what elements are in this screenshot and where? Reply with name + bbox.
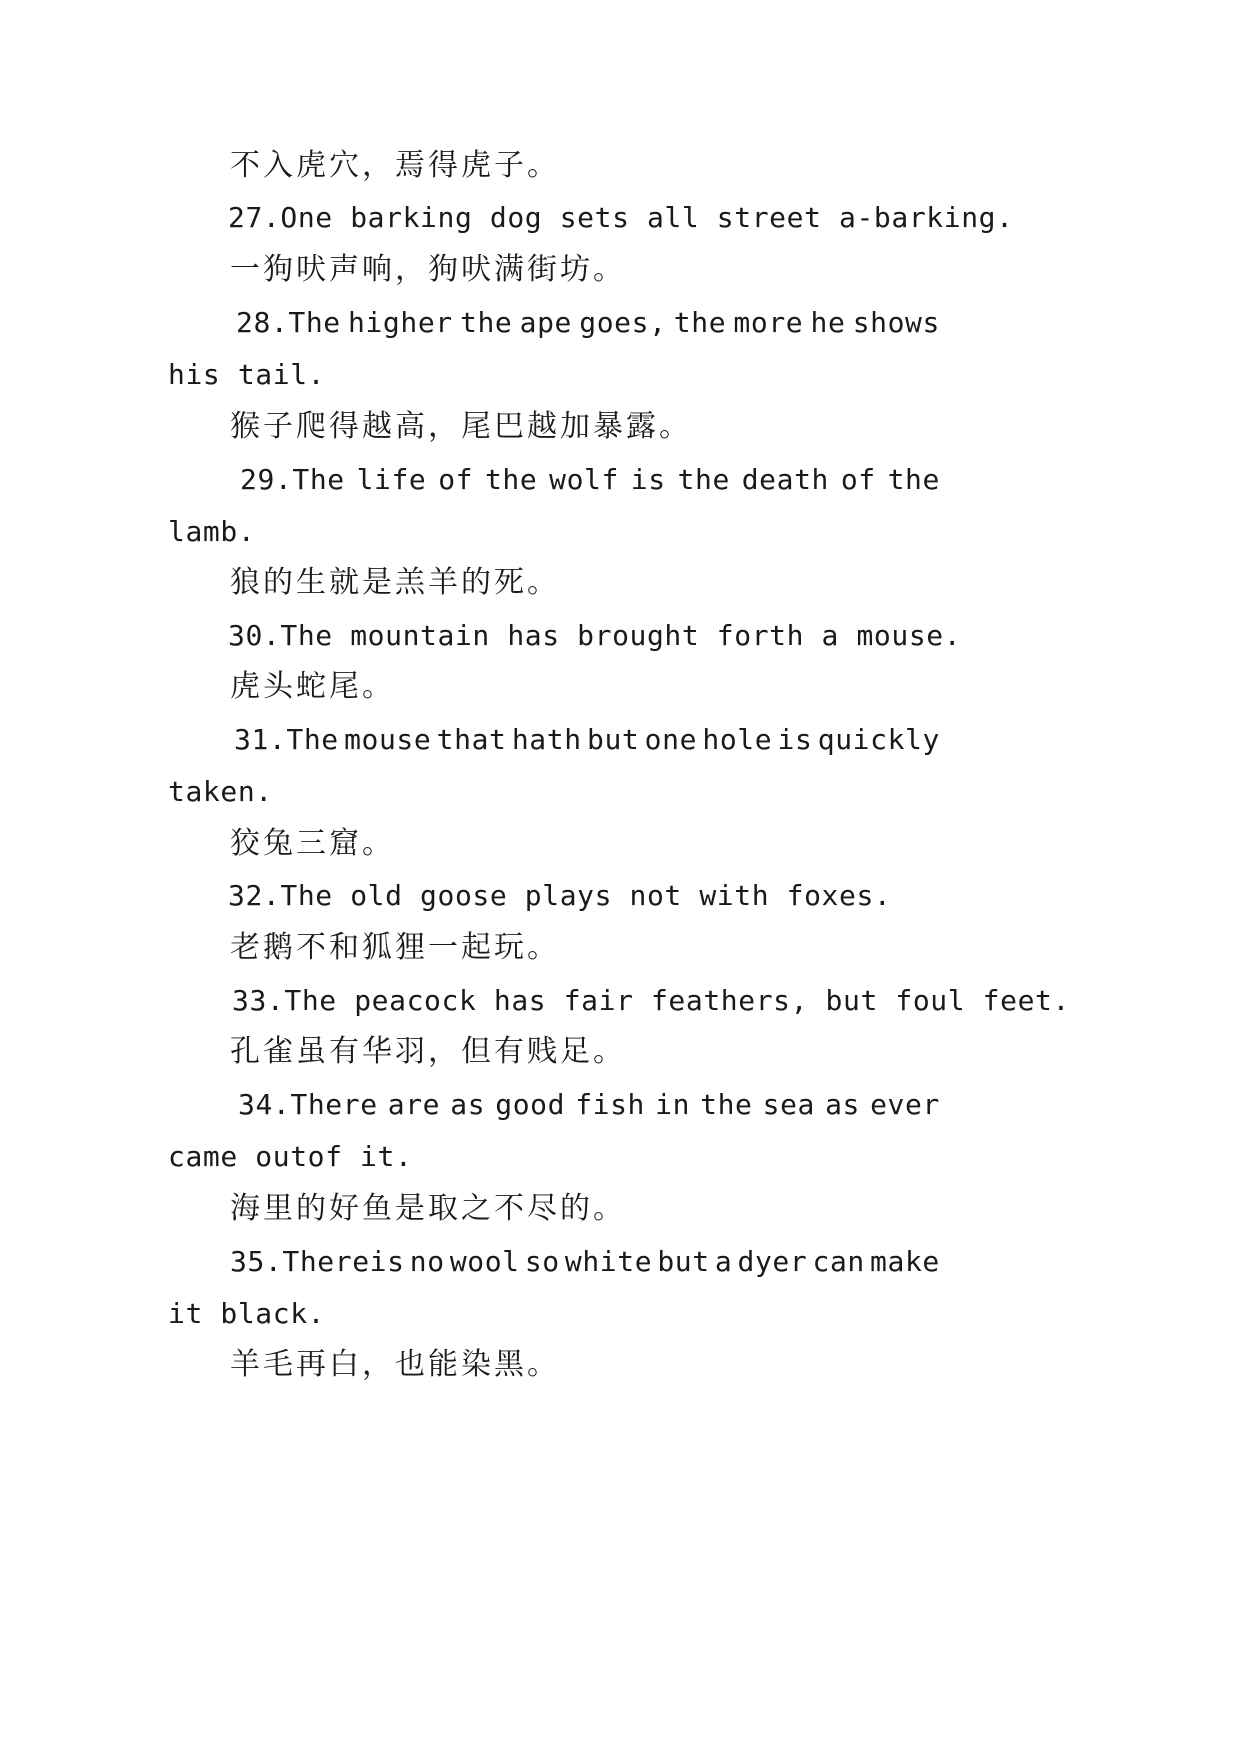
proverb-34 — [238, 1085, 940, 1125]
proverb-29 — [240, 460, 940, 500]
word: is — [630, 463, 666, 496]
word: in — [655, 1088, 691, 1121]
proverb-28 — [236, 303, 940, 343]
word: make — [870, 1245, 940, 1278]
word: ape — [519, 306, 572, 339]
word: a — [714, 1245, 733, 1278]
proverb-35-continued: it black. — [168, 1297, 326, 1330]
word: one — [644, 723, 698, 756]
word: are — [387, 1088, 441, 1121]
proverb-30: 30.The mountain has brought forth a mouse. — [228, 619, 962, 652]
proverb-translation-29: 狼的生就是羔羊的死。 — [230, 565, 560, 600]
word: quickly — [817, 723, 940, 756]
word: the — [484, 463, 538, 496]
proverb-translation-33: 孔雀虽有华羽，但有贱足。 — [230, 1034, 626, 1069]
word: can — [812, 1245, 865, 1278]
word: death — [741, 463, 830, 496]
proverb-translation-31: 狡兔三窟。 — [230, 826, 395, 861]
proverb-translation-32: 老鹅不和狐狸一起玩。 — [230, 930, 560, 965]
word: so — [524, 1245, 560, 1278]
word: is — [777, 723, 813, 756]
word: higher — [348, 306, 453, 339]
word: life — [356, 463, 427, 496]
word: the — [460, 306, 513, 339]
word: 35.Thereis — [230, 1245, 405, 1278]
word: as — [450, 1088, 486, 1121]
word: the — [677, 463, 730, 496]
proverb-31 — [234, 720, 940, 760]
proverb-translation-27: 一狗吠声响，狗吠满街坊。 — [230, 252, 626, 287]
word: of — [840, 463, 876, 496]
word: white — [564, 1245, 653, 1278]
word: 29.The — [240, 463, 345, 496]
word: but — [586, 723, 640, 756]
word: more — [733, 306, 804, 339]
proverb-31-continued: taken. — [168, 775, 273, 808]
proverb-32: 32.The old goose plays not with foxes. — [228, 879, 892, 912]
proverb-33: 33.The peacock has fair feathers, but foul feet. — [232, 984, 1070, 1017]
word: wool — [449, 1245, 520, 1278]
word: 31.The — [234, 723, 339, 756]
word: mouse — [344, 723, 432, 756]
proverb-27: 27.One barking dog sets all street a-barking. — [228, 201, 1014, 234]
word: wolf — [549, 463, 619, 496]
proverb-28-continued: his tail. — [168, 358, 326, 391]
word: 34.There — [238, 1088, 378, 1121]
proverb-translation-30: 虎头蛇尾。 — [230, 669, 395, 704]
proverb-translation-35: 羊毛再白，也能染黑。 — [230, 1347, 560, 1382]
word: sea — [762, 1088, 815, 1121]
word: the — [700, 1088, 753, 1121]
word: the — [673, 306, 727, 339]
word: no — [409, 1245, 445, 1278]
word: good — [495, 1088, 566, 1121]
word: but — [657, 1245, 710, 1278]
word: of — [438, 463, 474, 496]
word: as — [825, 1088, 860, 1121]
proverb-translation-26: 不入虎穴，焉得虎子。 — [230, 148, 560, 183]
word: hath — [511, 723, 582, 756]
word: goes, — [579, 306, 667, 339]
proverb-29-continued: lamb. — [168, 515, 256, 548]
word: 28.The — [236, 306, 341, 339]
word: shows — [852, 306, 940, 339]
word: hole — [702, 723, 773, 756]
proverb-translation-28: 猴子爬得越高，尾巴越加暴露。 — [230, 409, 692, 444]
word: the — [887, 463, 940, 496]
proverb-translation-34: 海里的好鱼是取之不尽的。 — [230, 1191, 626, 1226]
word: he — [810, 306, 846, 339]
word: ever — [870, 1088, 940, 1121]
word: dyer — [737, 1245, 808, 1278]
proverb-35 — [230, 1242, 940, 1282]
proverb-34-continued: came outof it. — [168, 1140, 413, 1173]
word: fish — [575, 1088, 646, 1121]
word: that — [436, 723, 507, 756]
